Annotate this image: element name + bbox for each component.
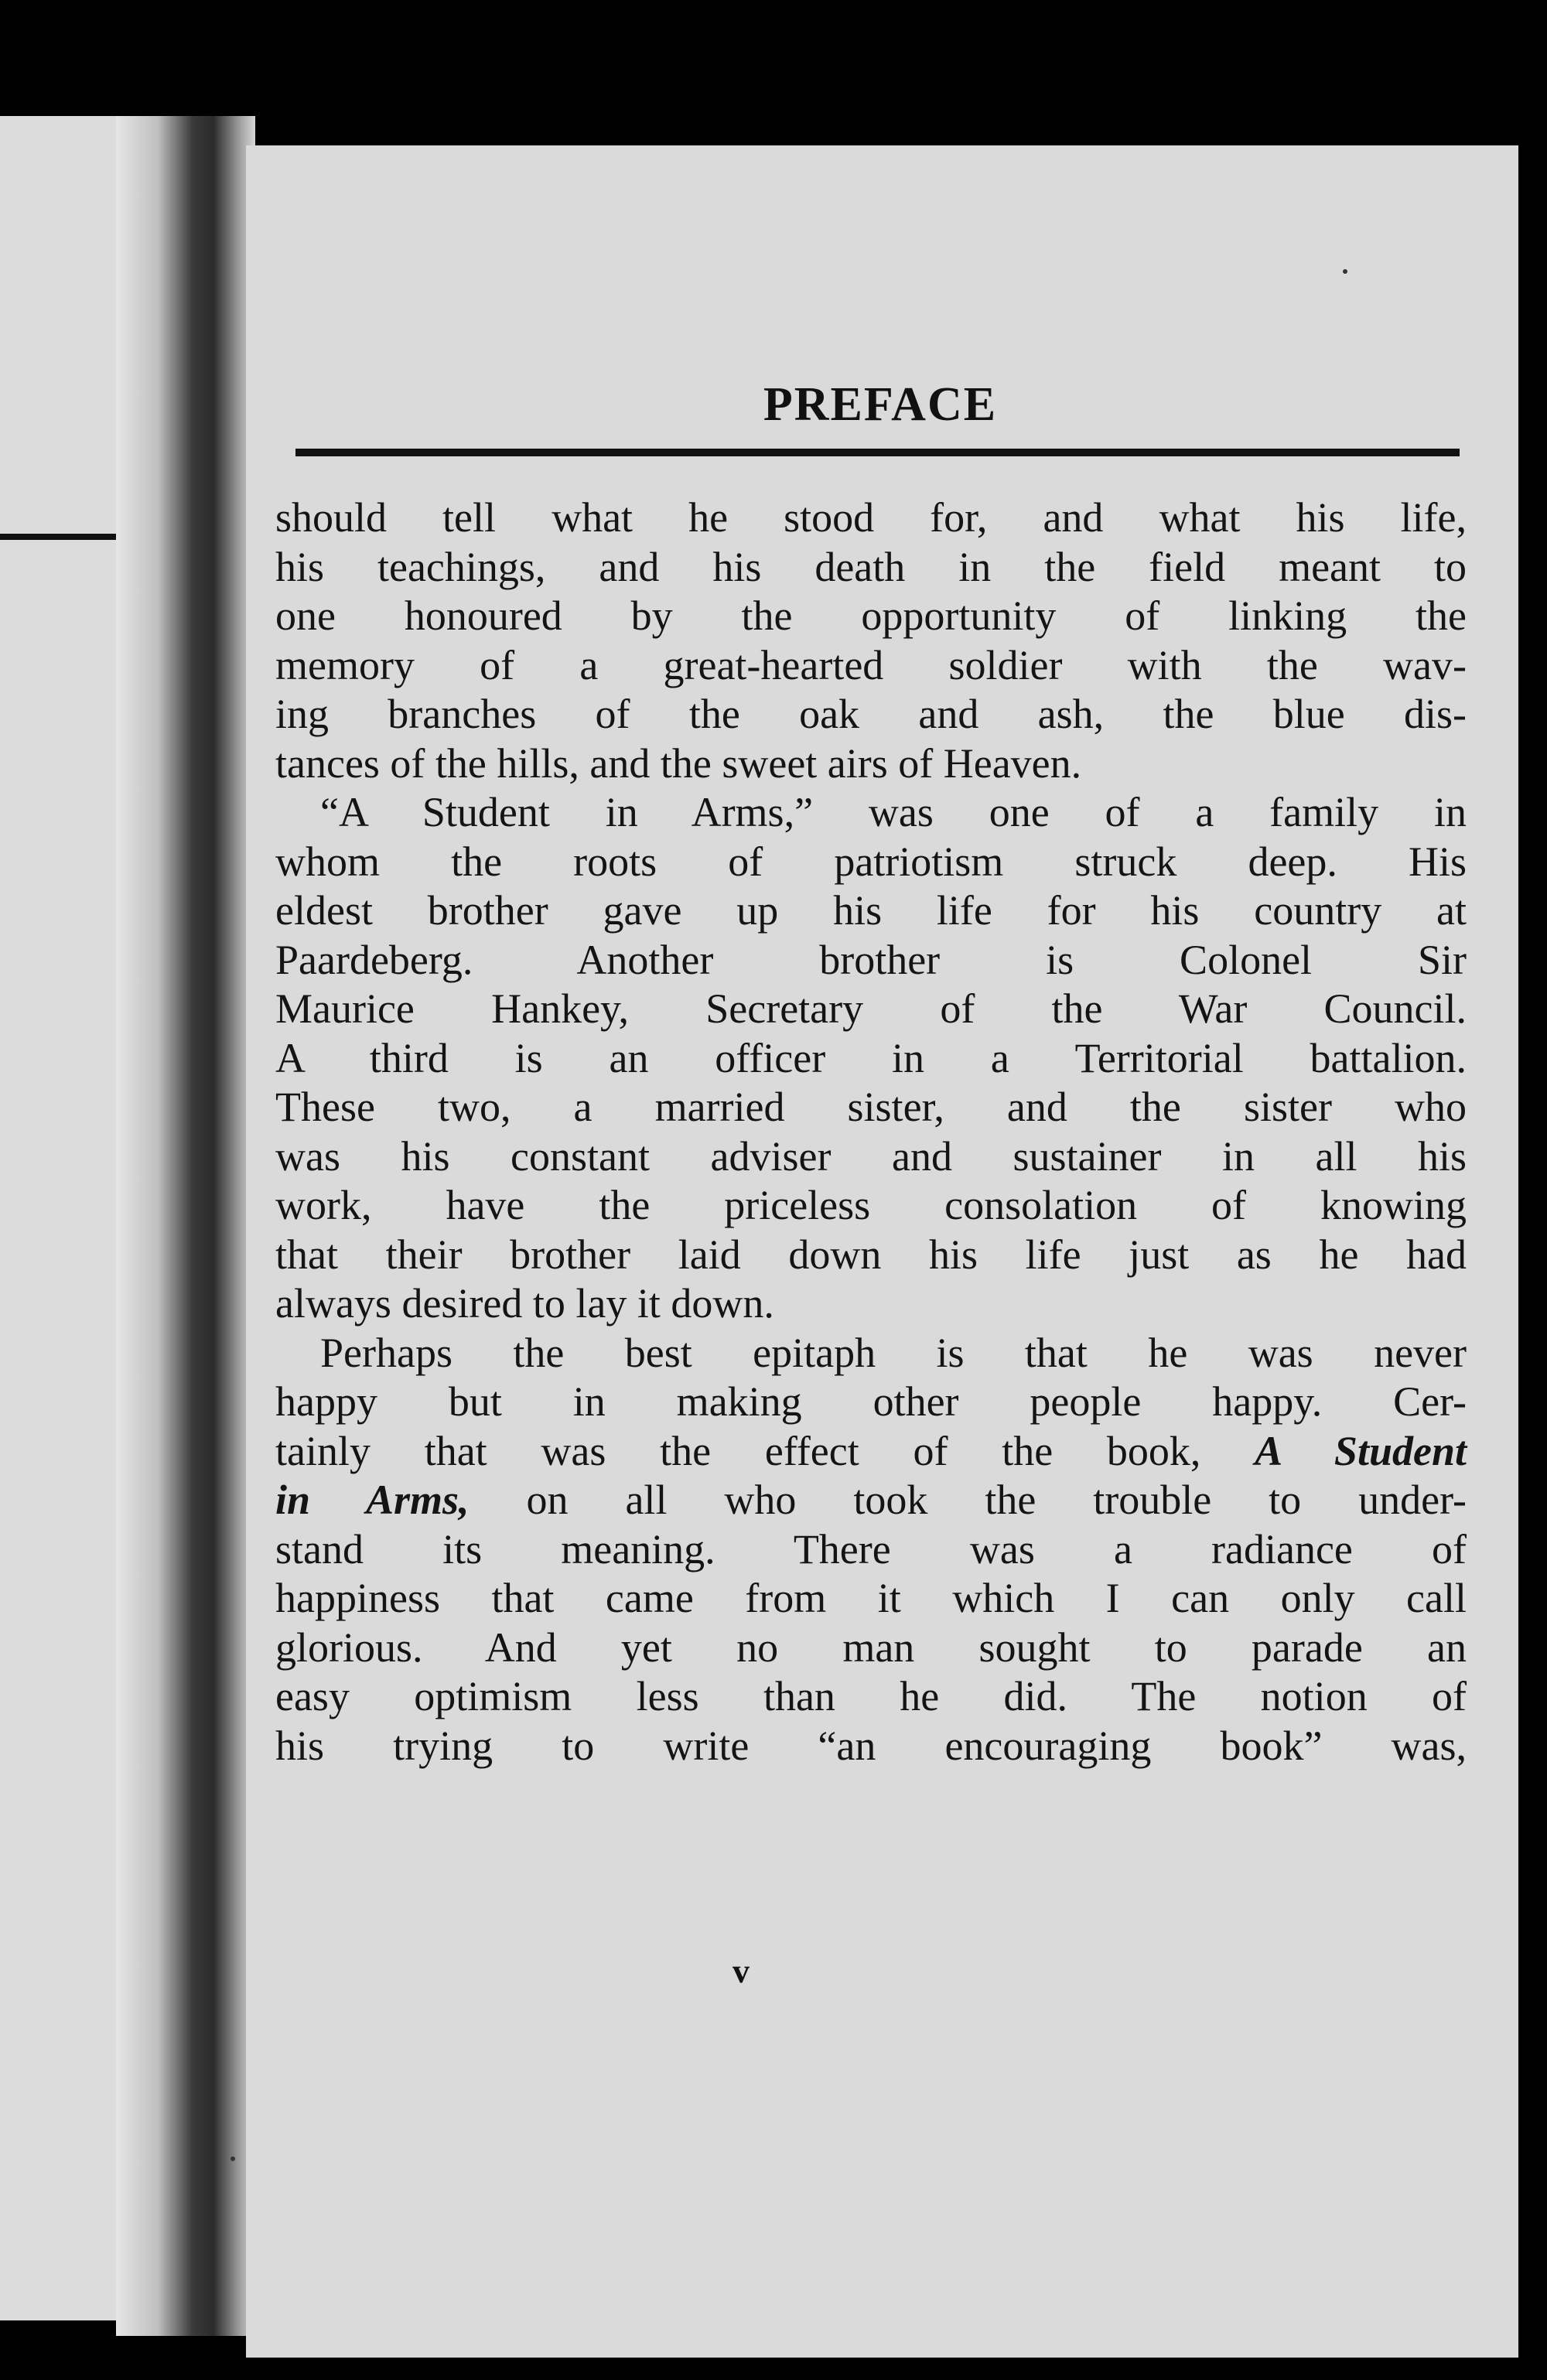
- text-line: his teachings, and his death in the field meant to: [275, 543, 1467, 590]
- text-line: ing branches of the oak and ash, the blue dis-: [275, 691, 1467, 737]
- text-line: “A Student in Arms,” was one of a family in: [320, 789, 1467, 835]
- text-line: eldest brother gave up his life for his country at: [275, 887, 1467, 934]
- page-number: v: [733, 1952, 750, 1990]
- text-line: stand its meaning. There was a radiance of: [275, 1525, 1467, 1572]
- preface-text: [275, 493, 1467, 1770]
- text-line: tances of the hills, and the sweet airs of Heaven.: [275, 739, 1082, 787]
- text-line: happy but in making other people happy. Cer-: [275, 1378, 1467, 1425]
- text-line: was his constant adviser and sustainer in all his: [275, 1132, 1467, 1180]
- right-page: [246, 145, 1518, 2358]
- text-line: Maurice Hankey, Secretary of the War Council.: [275, 985, 1467, 1032]
- text-line: his trying to write “an encouraging book” was,: [275, 1722, 1467, 1769]
- text-line: These two, a married sister, and the sister who: [275, 1084, 1467, 1130]
- text-line: always desired to lay it down.: [275, 1280, 774, 1327]
- text-line: easy optimism less than he did. The notion of: [275, 1673, 1467, 1719]
- book-title-italic: in Arms,: [275, 1477, 470, 1523]
- text-line: work, have the priceless consolation of knowing: [275, 1182, 1467, 1228]
- text-line-with-title: [275, 1427, 1467, 1477]
- title-rule: [295, 449, 1460, 456]
- text-line: Paardeberg. Another brother is Colonel Sir: [275, 936, 1467, 983]
- text-line: should tell what he stood for, and what his life,: [275, 494, 1467, 541]
- text-line: one honoured by the opportunity of linking the: [275, 592, 1467, 639]
- text-line: that their brother laid down his life just as he had: [275, 1231, 1467, 1278]
- text-line: whom the roots of patriotism struck deep. His: [275, 838, 1467, 885]
- text-line: A third is an officer in a Territorial battalion.: [275, 1034, 1467, 1081]
- scan-speck: [231, 2156, 235, 2161]
- page-title: PREFACE: [763, 378, 998, 431]
- text-line: happiness that came from it which I can only call: [275, 1575, 1467, 1621]
- text-line: memory of a great-hearted soldier with the wav-: [275, 641, 1467, 688]
- binding-gutter: [116, 116, 255, 2336]
- text-line: glorious. And yet no man sought to parade an: [275, 1624, 1467, 1671]
- book-title-italic: A Student: [1255, 1427, 1467, 1474]
- scan-speck: [1343, 269, 1347, 274]
- text-run: on all who took the trouble to under-: [469, 1477, 1467, 1523]
- text-line: Perhaps the best epitaph is that he was never: [320, 1329, 1467, 1376]
- text-run: tainly that was the effect of the book,: [275, 1427, 1255, 1474]
- text-line-with-title: [275, 1476, 1467, 1525]
